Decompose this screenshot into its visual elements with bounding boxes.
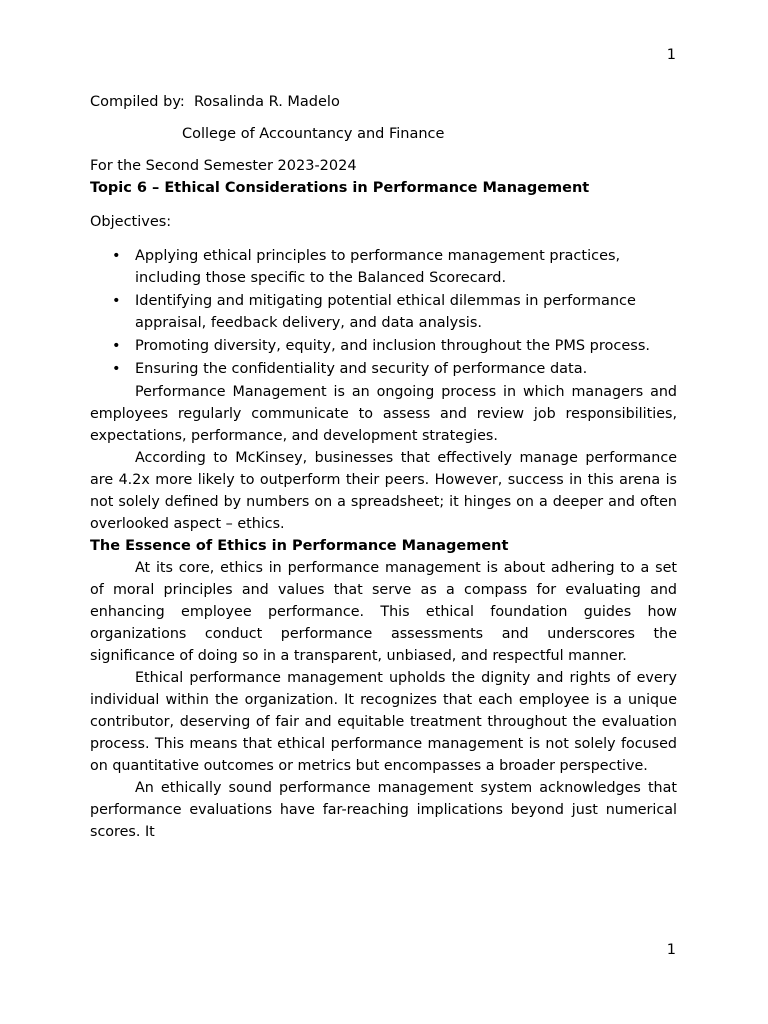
page-number-top: 1 xyxy=(666,47,676,63)
objective-item xyxy=(90,290,677,334)
bullet-icon: • xyxy=(112,248,121,264)
objective-item xyxy=(90,245,677,289)
objectives-label: Objectives: xyxy=(90,214,172,230)
objectives-list xyxy=(90,245,677,380)
bullet-icon: • xyxy=(112,293,121,309)
compiled-by-line xyxy=(90,91,677,113)
body-paragraph: An ethically sound performance management system acknowledges that performance evaluations have far-reaching implications beyond just numerical scores. It xyxy=(90,780,677,840)
document-content xyxy=(90,91,677,843)
bullet-icon: • xyxy=(112,361,121,377)
body-paragraph: At its core, ethics in performance management is about adhering to a set of moral principles and values that serve as a compass for evaluating and enhancing employee performance. This ethical foundation guides how organizations conduct performance assessments and underscores the significance of doing so in a transparent, unbiased, and respectful manner. xyxy=(90,560,677,664)
body-paragraph: Ethical performance management upholds the dignity and rights of every individual within the organization. It recognizes that each employee is a unique contributor, deserving of fair and equitable treatment throughout the evaluation process. This means that ethical performance management is not solely focused on quantitative outcomes or metrics but encompasses a broader perspective. xyxy=(90,670,677,774)
section-heading: The Essence of Ethics in Performance Management xyxy=(90,538,509,554)
bullet-icon: • xyxy=(112,338,121,354)
page-number-bottom: 1 xyxy=(666,942,676,958)
semester-line: For the Second Semester 2023-2024 xyxy=(90,158,357,174)
objective-text: Applying ethical principles to performance management practices, including those specific to the Balanced Scorecard. xyxy=(135,248,621,286)
objective-item xyxy=(90,335,677,357)
college-name: College of Accountancy and Finance xyxy=(182,126,445,142)
objective-text: Identifying and mitigating potential ethical dilemmas in performance appraisal, feedback delivery, and data analysis. xyxy=(135,293,636,331)
compiled-by-label: Compiled by: xyxy=(90,94,185,110)
objective-item xyxy=(90,358,677,380)
objective-text: Promoting diversity, equity, and inclusion throughout the PMS process. xyxy=(135,338,650,354)
topic-title: Topic 6 – Ethical Considerations in Performance Management xyxy=(90,180,590,196)
objective-text: Ensuring the confidentiality and security of performance data. xyxy=(135,361,588,377)
compiler-name: Rosalinda R. Madelo xyxy=(193,94,340,110)
intro-paragraph: Performance Management is an ongoing process in which managers and employees regularly communicate to assess and review job responsibilities, expectations, performance, and development strategies. xyxy=(90,384,677,444)
intro-paragraph: According to McKinsey, businesses that effectively manage performance are 4.2x more likely to outperform their peers. However, success in this arena is not solely defined by numbers on a spreadsheet; it hinges on a deeper and often overlooked aspect – ethics. xyxy=(90,450,677,532)
